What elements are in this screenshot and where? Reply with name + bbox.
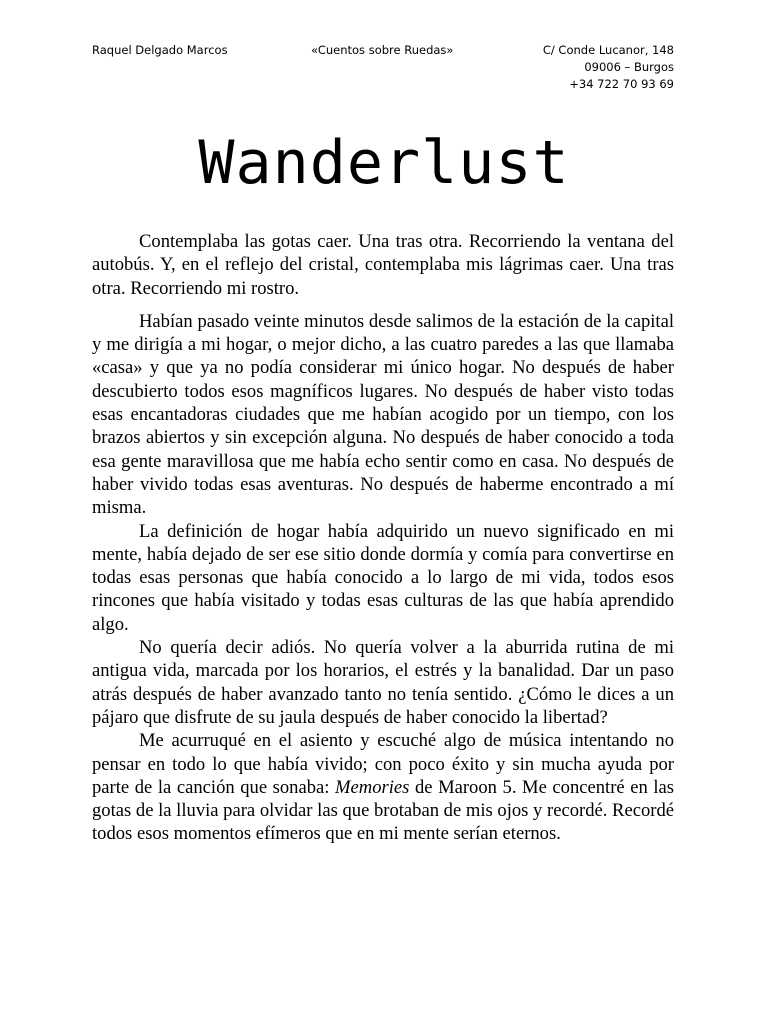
address-street: C/ Conde Lucanor, 148: [542, 43, 674, 57]
collection-name: «Cuentos sobre Ruedas»: [311, 43, 454, 57]
paragraph-5-start: Me acurruqué en el asiento y escuché algo de música intentando no pensar en todo lo que había vivido; con poco éxito y sin mucha ayuda por parte de la canción que sonaba:: [92, 730, 674, 798]
paragraph-1: Contemplaba las gotas caer. Una tras otra. Recorriendo la ventana del autobús. Y, en el reflejo del cristal, contemplaba mis lágrimas caer. Una tras otra. Recorriendo mi rostro.: [92, 231, 674, 299]
paragraph-3: La definición de hogar había adquirido un nuevo significado en mi mente, había dejado de ser ese sitio donde dormía y comía para convertirse en todas esas personas que había conocido a lo largo de mi vida, todos esos rincones que había visitado y todas esas culturas de las que había aprendido algo.: [92, 520, 674, 635]
paragraph-5: [92, 729, 674, 845]
paragraph-2: Habían pasado veinte minutos desde salimos de la estación de la capital y me dirigía a mi hogar, o mejor dicho, a las cuatro paredes a las que llamaba «casa» y que ya no podía considerar mi único hogar. No después de haber descubierto todos esos magníficos lugares. No después de haber visto todas esas encantadoras ciudades que me habían acogido por un tiempo, con los brazos abiertos y sin excepción alguna. No después de haber conocido a toda esa gente maravillosa que me había echo sentir como en casa. No después de haber vivido todas esas aventuras. No después de haberme encontrado a mí misma.: [92, 310, 674, 519]
address-postal: 09006 – Burgos: [584, 60, 674, 74]
story-body: [92, 230, 674, 846]
contact-block: [543, 42, 674, 93]
story-title: Wanderlust: [198, 128, 570, 198]
paragraph-4: No quería decir adiós. No quería volver a la aburrida rutina de mi antigua vida, marcada por los horarios, el estrés y la banalidad. Dar un paso atrás después de haber avanzado tanto no tenía sentido. ¿Cómo le dices a un pájaro que disfrute de su jaula después de haber conocido la libertad?: [92, 637, 674, 728]
phone-number: +34 722 70 93 69: [569, 77, 674, 91]
author-name: Raquel Delgado Marcos: [92, 43, 228, 57]
paragraph-5-end: de Maroon 5. Me concentré en las gotas de la lluvia para olvidar las que brotaban de mis ojos y recordé. Recordé todos esos momentos efímeros que en mi mente serían eternos.: [92, 776, 675, 845]
song-title: Memories: [335, 776, 410, 798]
